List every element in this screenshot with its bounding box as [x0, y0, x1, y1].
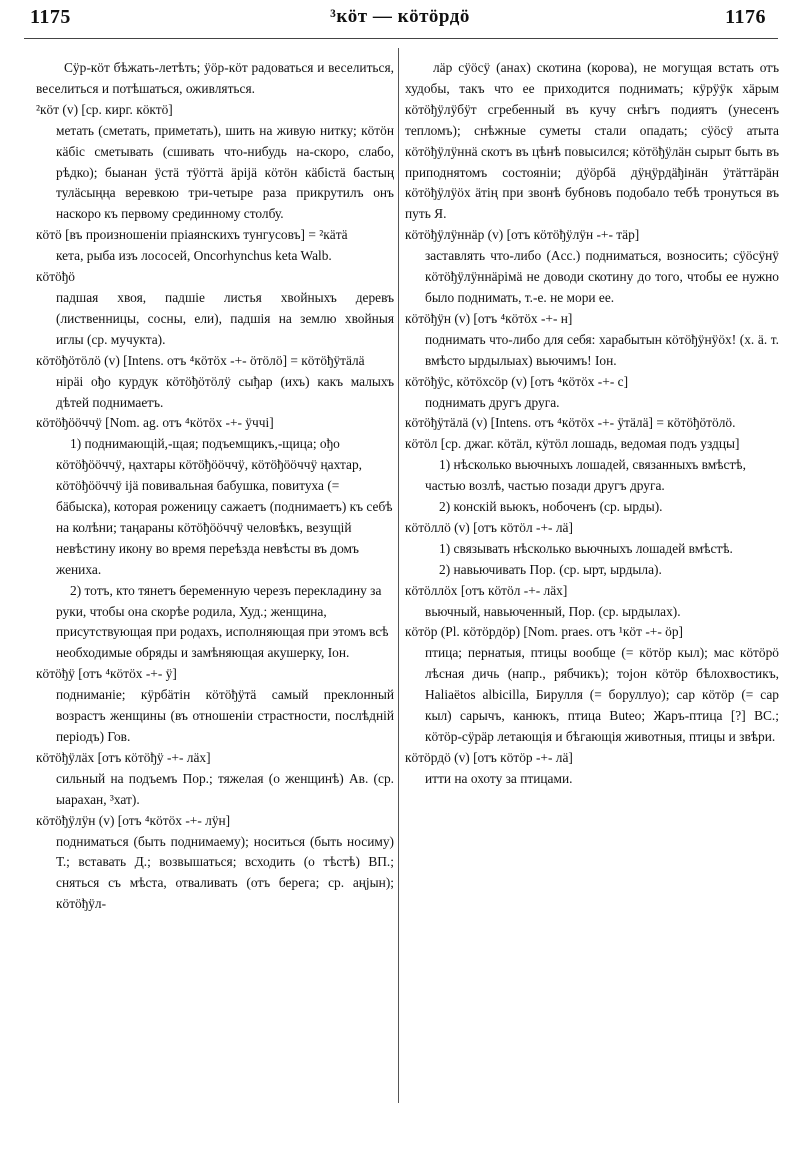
dictionary-headword-line: кöтöл [ср. джаг. кöтäл, кÿтöл лошадь, ведомая подъ уздцы]	[405, 436, 740, 452]
dictionary-definition-text: поднимать другъ друга.	[425, 394, 560, 410]
dictionary-definition-text: 1) связывать нѣсколько вьючныхъ лошадей вмѣстѣ.	[439, 540, 733, 556]
dictionary-definition-text: нірäі ођо курдук кöтöђöтöлÿ сыђар (ихъ) какъ малыхъ дѣтей поднимаетъ.	[56, 373, 394, 410]
dictionary-definition-text: итти на охоту за птицами.	[425, 770, 573, 786]
dictionary-headword-line: кöтöр (Pl. кöтöрдöр) [Nom. praes. отъ ¹кöт -+- öр]	[405, 624, 683, 640]
page-number-left: 1175	[30, 6, 71, 28]
dictionary-headword-line: кöтöђÿн (v) [отъ ⁴кöтöх -+- н]	[405, 310, 573, 326]
dictionary-headword-line: кöтöђööччÿ [Nom. ag. отъ ⁴кöтöх -+- ÿччі]	[36, 415, 274, 431]
dictionary-headword-line: кöтöђÿс, кöтöхсöр (v) [отъ ⁴кöтöх -+- с]	[405, 373, 629, 389]
dictionary-definition-text: метать (сметать, приметать), шить на живую нитку; кöтöн кäбіс сметывать (сшивать что-нибудь на-скоро, слабо, рѣдко); быанан ÿстä тÿöттä äрijä кöтöн кäбістä бастың тулäсыңңа веревкою три-четыре раза прикрутилъ онъ наскоро къ первому срединному столбу.	[56, 122, 394, 222]
dictionary-definition-text: поднимать что-либо для себя: харабытын кöтöђÿнÿöх! (х. ä. т. вмѣсто ырдылыах) вьючимъ! Іон.	[425, 331, 779, 368]
dictionary-headword-line: кöтöђÿлÿннäр (v) [отъ кöтöђÿлÿн -+- тäр]	[405, 227, 640, 243]
dictionary-definition-text: птица; пернатыя, птицы вообще (= кöтöр кыл); мас кöтöрö лѣсная дичь (напр., рябчикъ); тоjон кöтöр бѣлохвостикъ, Haliaëtos albicilla, Бирулля (= боруллуо); сар кöтöр (= сар кыл) сарычъ, канюкъ, птица Buteo; Жаръ-птица [?] ВС.; кöтöр-сÿрäр летающія и бѣгающія животныя, птицы и звѣри.	[425, 645, 779, 744]
dictionary-headword-line: кöтö [въ произношеніи пріаянскихъ тунгусовъ] = ²кäтä	[36, 227, 348, 243]
dictionary-definition-text: Сÿр-кöт бѣжать-летѣть; ÿöр-кöт радоваться и веселиться, веселиться и потѣшаться, оживляться.	[36, 60, 394, 96]
dictionary-headword-line: кöтöђÿлÿн (v) [отъ ⁴кöтöх -+- лÿн]	[36, 812, 231, 828]
dictionary-definition-text: подниматься (быть поднимаему); носиться (быть носиму) Т.; вставать Д.; возвышаться; всходить (о тѣстѣ) ВП.; сняться съ мѣста, отваливать (отъ берега; ср. аңјын); кöтöђÿл-	[56, 833, 394, 912]
dictionary-definition-text: 1) нѣсколько вьючныхъ лошадей, связанныхъ вмѣстѣ, частью возлѣ, частью позади другъ друга.	[425, 457, 746, 494]
dictionary-definition-text: подниманіе; кÿрбäтін кöтöђÿтä самый преклонный возрастъ женщины (въ отношеніи страстности, послѣдній періодъ) Гов.	[56, 687, 394, 744]
dictionary-headword-line: кöтöђÿлäх [отъ кöтöђÿ -+- лäх]	[36, 749, 211, 765]
dictionary-definition-text: лäр сÿöсÿ (анах) скотина (корова), не могущая встать отъ худобы, такъ что ее приходится поднимать; кÿрÿÿк хäрым кöтöђÿлÿбÿт сгребенный въ кучу снѣгъ подиятъ (унесенъ тепломъ); снѣжные суметы стали опадать; сÿöсÿ атыта кöтöђÿлÿннä скотъ въ цѣнѣ повысился; кöтöђÿлäн сырыт быть въ приподнятомъ состояніи; дÿöрбä дÿңÿрдäђінäн ÿтäттäрäн кöтöђÿлÿöх äтің при звонѣ бубновъ подобало тебѣ тронуться въ путь Я.	[405, 60, 779, 222]
dictionary-definition-text: вьючный, навьюченный, Пор. (ср. ырдылах).	[425, 603, 681, 619]
dictionary-definition-text: 2) навьючивать Пор. (ср. ырт, ырдыла).	[439, 561, 662, 577]
dictionary-headword-line: кöтöрдö (v) [отъ кöтöр -+- лä]	[405, 749, 573, 765]
dictionary-headword-line: кöтöђö	[36, 269, 75, 285]
dictionary-definition-text: 1) поднимающій,-щая; подъемщикъ,-щица; ођо кöтöђööччÿ, ңахтары кöтöђööччÿ, кöтöђööччÿ ңахтар, кöтöђööччÿ ijä повивальная бабушка, повитуха (= бäбыска), которая роженицу сажаетъ (поднимаетъ) къ себѣ на колѣни; таңараны кöтöђööччÿ человѣкъ, везущій невѣстину икону во время переѣзда невѣсты въ домъ жениха.	[56, 436, 393, 577]
page-number-right: 1176	[725, 6, 766, 28]
dictionary-headword-line: кöтöђÿтäлä (v) [Intens. отъ ⁴кöтöх -+- ÿтäлä] = кöтöђöтöлö.	[405, 415, 736, 431]
dictionary-headword-line: ²кöт (v) [ср. кирг. кöктö]	[36, 101, 173, 117]
dictionary-headword-line: кöтöллö (v) [отъ кöтöл -+- лä]	[405, 519, 573, 535]
dictionary-headword-line: кöтöђöтöлö (v) [Intens. отъ ⁴кöтöх -+- öтöлö] = кöтöђÿтäлä	[36, 352, 365, 368]
header-rule	[24, 38, 778, 39]
column-divider	[398, 48, 399, 1103]
left-column	[36, 58, 394, 915]
right-column	[405, 58, 779, 790]
dictionary-definition-text: 2) тотъ, кто тянетъ беременную черезъ перекладину за руки, чтобы она скорѣе родила, Худ.; женщина, присутствующая при родахъ, исполняющая при этомъ всѣ необходимые обряды и замѣняющая акушерку, Іон.	[56, 582, 389, 661]
dictionary-definition-text: кета, рыба изъ лососей, Oncorhynchus keta Walb.	[56, 248, 332, 264]
dictionary-definition-text: сильный на подъемъ Пор.; тяжелая (о женщинѣ) Ав. (ср. ыарахан, ³хат).	[56, 770, 394, 807]
dictionary-headword-line: кöтöђÿ [отъ ⁴кöтöх -+- ÿ]	[36, 666, 177, 682]
dictionary-definition-text: падшая хвоя, падшіе листья хвойныхъ деревъ (лиственницы, сосны, ели), падшія на землю хвойныя иглы (ср. мучукта).	[56, 289, 394, 347]
running-title: ³кöт — кöтöрдö	[330, 6, 470, 27]
dictionary-definition-text: 2) конскій вьюкъ, нобоченъ (ср. ырды).	[439, 499, 663, 515]
dictionary-headword-line: кöтöллöх [отъ кöтöл -+- лäх]	[405, 582, 568, 598]
dictionary-definition-text: заставлять что-либо (Acc.) подниматься, возносить; сÿöсÿнÿ кöтöђÿлÿннäрімä не доводи скотину до того, чтобы ее нужно было поднимать, т.-е. не мори ее.	[425, 248, 779, 305]
